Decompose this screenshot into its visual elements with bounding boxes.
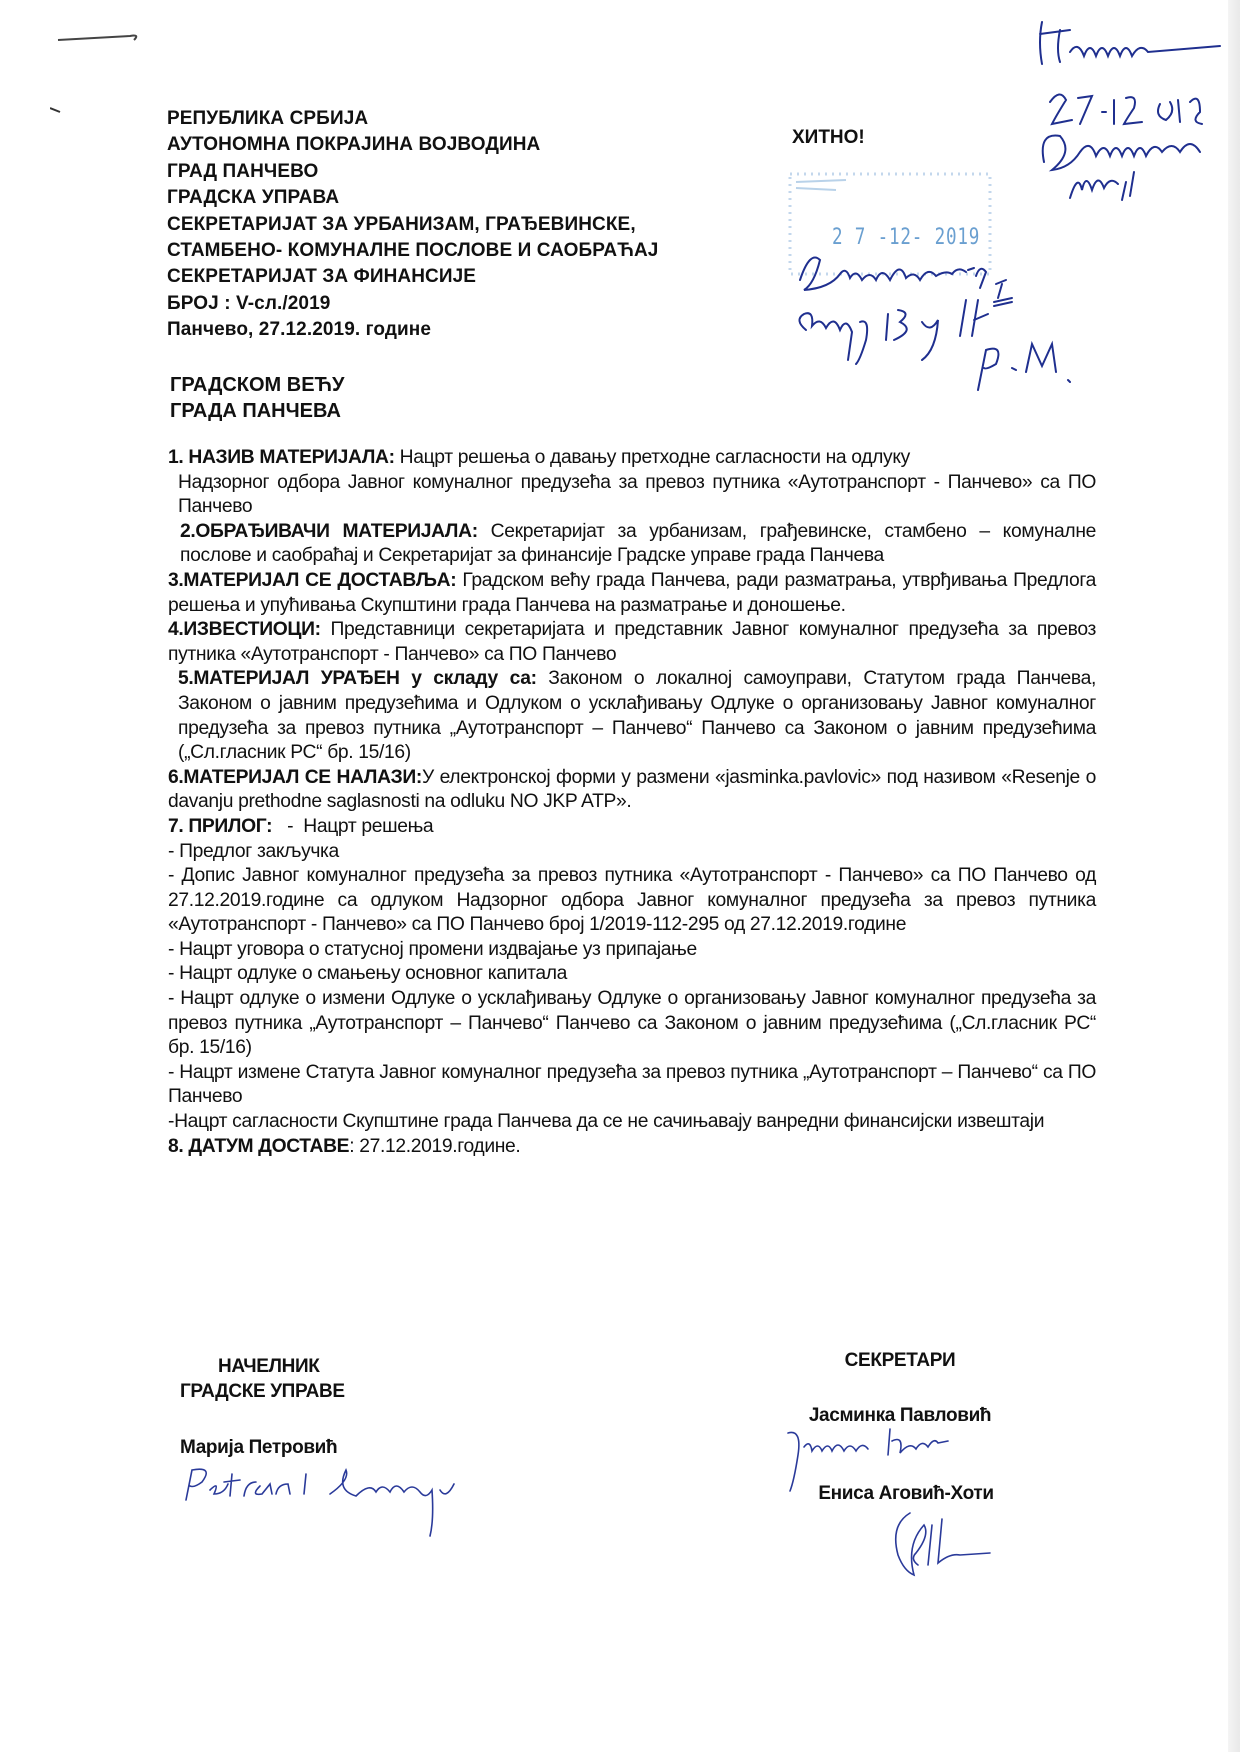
handwritten-delivery-note bbox=[790, 240, 1090, 400]
attachment-item: - Нацрт одлуке о измени Одлуке о усклађивању Одлуке о организовању Јавног комуналног предузећа за превоз путника „Аутотранспорт – Панчево“ Панчево са Законом о јавним предузећима („Сл.гласник РС“ бр. 15/16) bbox=[168, 988, 1096, 1059]
document-number: БРОЈ : V-сл./2019 bbox=[167, 292, 331, 314]
header-line: АУТОНОМНА ПОКРАЈИНА ВОЈВОДИНА bbox=[167, 134, 541, 156]
attachment-item: -Нацрт сагласности Скупштине града Панчева да се не сачињавају ванредни финансијски извештаји bbox=[168, 1111, 1045, 1133]
signatory-name: Марија Петровић bbox=[180, 1437, 338, 1458]
signatory-title: ГРАДСКЕ УПРАВЕ bbox=[180, 1381, 345, 1402]
document-date: Панчево, 27.12.2019. године bbox=[167, 319, 432, 341]
item-label: 1. НАЗИВ МАТЕРИЈАЛА: bbox=[168, 447, 395, 468]
signatory-title: НАЧЕЛНИК bbox=[218, 1356, 320, 1377]
signatory-title: СЕКРЕТАРИ bbox=[844, 1350, 956, 1371]
item-material-name-cont: Надзорног одбора Јавног комуналног предузећа за превоз путника «Аутотранспорт - Панчево» са ПО Панчево bbox=[178, 471, 1096, 518]
item-label: 5.МАТЕРИЈАЛ УРАЂЕН у складу са: bbox=[178, 668, 537, 690]
attachment-item: - Предлог закључка bbox=[168, 840, 339, 862]
item-label: 6.МАТЕРИЈАЛ СЕ НАЛАЗИ: bbox=[168, 766, 422, 788]
scan-marks bbox=[50, 28, 170, 118]
item-label: 3.МАТЕРИЈАЛ СЕ ДОСТАВЉА: bbox=[168, 569, 457, 591]
header-line: СТАМБЕНО- КОМУНАЛНЕ ПОСЛОВЕ И САОБРАЋАЈ bbox=[167, 240, 659, 262]
item-delivery-date: 8. ДАТУМ ДОСТАВЕ: 27.12.2019.године. bbox=[168, 1135, 521, 1157]
attachment-item: - Нацрт уговора о статусној промени издвајање уз припајање bbox=[168, 938, 697, 960]
page-edge bbox=[1228, 0, 1240, 1752]
signatory-name: Јасминка Павловић bbox=[808, 1405, 992, 1426]
attachment-item: - Нацрт измене Статута Јавног комуналног предузећа за превоз путника „Аутотранспорт – Панчево“ са ПО Панчево bbox=[168, 1061, 1096, 1108]
item-label: 7. ПРИЛОГ: bbox=[168, 815, 273, 837]
item-material-location: 6.МАТЕРИЈАЛ СЕ НАЛАЗИ:У електронској форми у размени «jasminka.pavlovic» под називом «Resenje o davanju prethodne saglasnosti na odluku NO JKP ATP». bbox=[168, 766, 1096, 813]
signature-block-head bbox=[180, 1354, 345, 1460]
header-line: РЕПУБЛИКА СРБИЈА bbox=[167, 108, 369, 129]
urgent-label: ХИТНО! bbox=[792, 127, 865, 148]
handwritten-signature-agovic bbox=[880, 1505, 1020, 1585]
attachment-item: - Нацрт одлуке о смањењу основног капитала bbox=[168, 963, 568, 985]
signature-block-secretaries bbox=[780, 1350, 1020, 1504]
recipient-block bbox=[170, 372, 345, 424]
header-line: ГРАД ПАНЧЕВО bbox=[167, 160, 319, 182]
item-delivered-to: 3.МАТЕРИЈАЛ СЕ ДОСТАВЉА: Градском већу града Панчева, ради разматрања, утврђивања Предлога решења и упућивања Скупштини града Панчева на разматрање и доношење. bbox=[168, 569, 1096, 616]
item-label: 2.ОБРАЂИВАЧИ МАТЕРИЈАЛА: bbox=[180, 520, 478, 542]
item-label: 4.ИЗВЕСТИОЦИ: bbox=[168, 619, 321, 641]
item-legal-basis: 5.МАТЕРИЈАЛ УРАЂЕН у складу са: Законом о локалној самоуправи, Статутом града Панчева, Законом о јавним предузећима и Одлуком о усклађивању Одлуке о организовању Јавног комуналног предузећа за превоз путника „Аутотранспорт – Панчево“ Панчево са Законом о јавним предузећима („Сл.гласник РС“ бр. 15/16) bbox=[178, 668, 1096, 764]
attachment-item: - Допис Јавног комуналног предузећа за превоз путника «Аутотранспорт - Панчево» са ПО Панчево од 27.12.2019.године са одлуком Надзорног одбора Јавног комуналног предузећа за превоз путника «Аутотранспорт - Панчево» са ПО Панчево број 1/2019-112-295 од 27.12.2019.године bbox=[168, 865, 1096, 936]
item-rapporteurs: 4.ИЗВЕСТИОЦИ: Представници секретаријата и представник Јавног комуналног предузећа за превоз путника «Аутотранспорт - Панчево» са ПО Панчево bbox=[168, 619, 1096, 665]
handwritten-received-note bbox=[1030, 12, 1230, 202]
header-line: СЕКРЕТАРИЈАТ ЗА ФИНАНСИЈЕ bbox=[167, 266, 477, 288]
issuer-header bbox=[167, 106, 658, 344]
signatory-name: Ениса Аговић-Хоти bbox=[818, 1483, 994, 1504]
item-material-name: 1. НАЗИВ МАТЕРИЈАЛА: Нацрт решења о давању претходне сагласности на одлуку bbox=[168, 447, 910, 468]
item-label: 8. ДАТУМ ДОСТАВЕ bbox=[168, 1135, 350, 1157]
item-attachments: 7. ПРИЛОГ: - Нацрт решења bbox=[168, 815, 434, 837]
recipient-line: ГРАДСКОМ ВЕЋУ bbox=[170, 374, 345, 396]
handwritten-signature-petrovic bbox=[180, 1460, 540, 1540]
item-prepared-by: 2.ОБРАЂИВАЧИ МАТЕРИЈАЛА: Секретаријат за урбанизам, грађевинске, стамбено – комуналне послове и саобраћај и Секретаријат за финансије Градске управе града Панчева bbox=[180, 520, 1096, 567]
header-line: СЕКРЕТАРИЈАТ ЗА УРБАНИЗАМ, ГРАЂЕВИНСКЕ, bbox=[167, 213, 636, 235]
recipient-line: ГРАДА ПАНЧЕВА bbox=[170, 400, 341, 422]
document-body bbox=[168, 446, 1096, 1159]
stamp-date: 2 7 -12- 2019 bbox=[832, 225, 981, 250]
header-line: ГРАДСКА УПРАВА bbox=[167, 187, 340, 209]
